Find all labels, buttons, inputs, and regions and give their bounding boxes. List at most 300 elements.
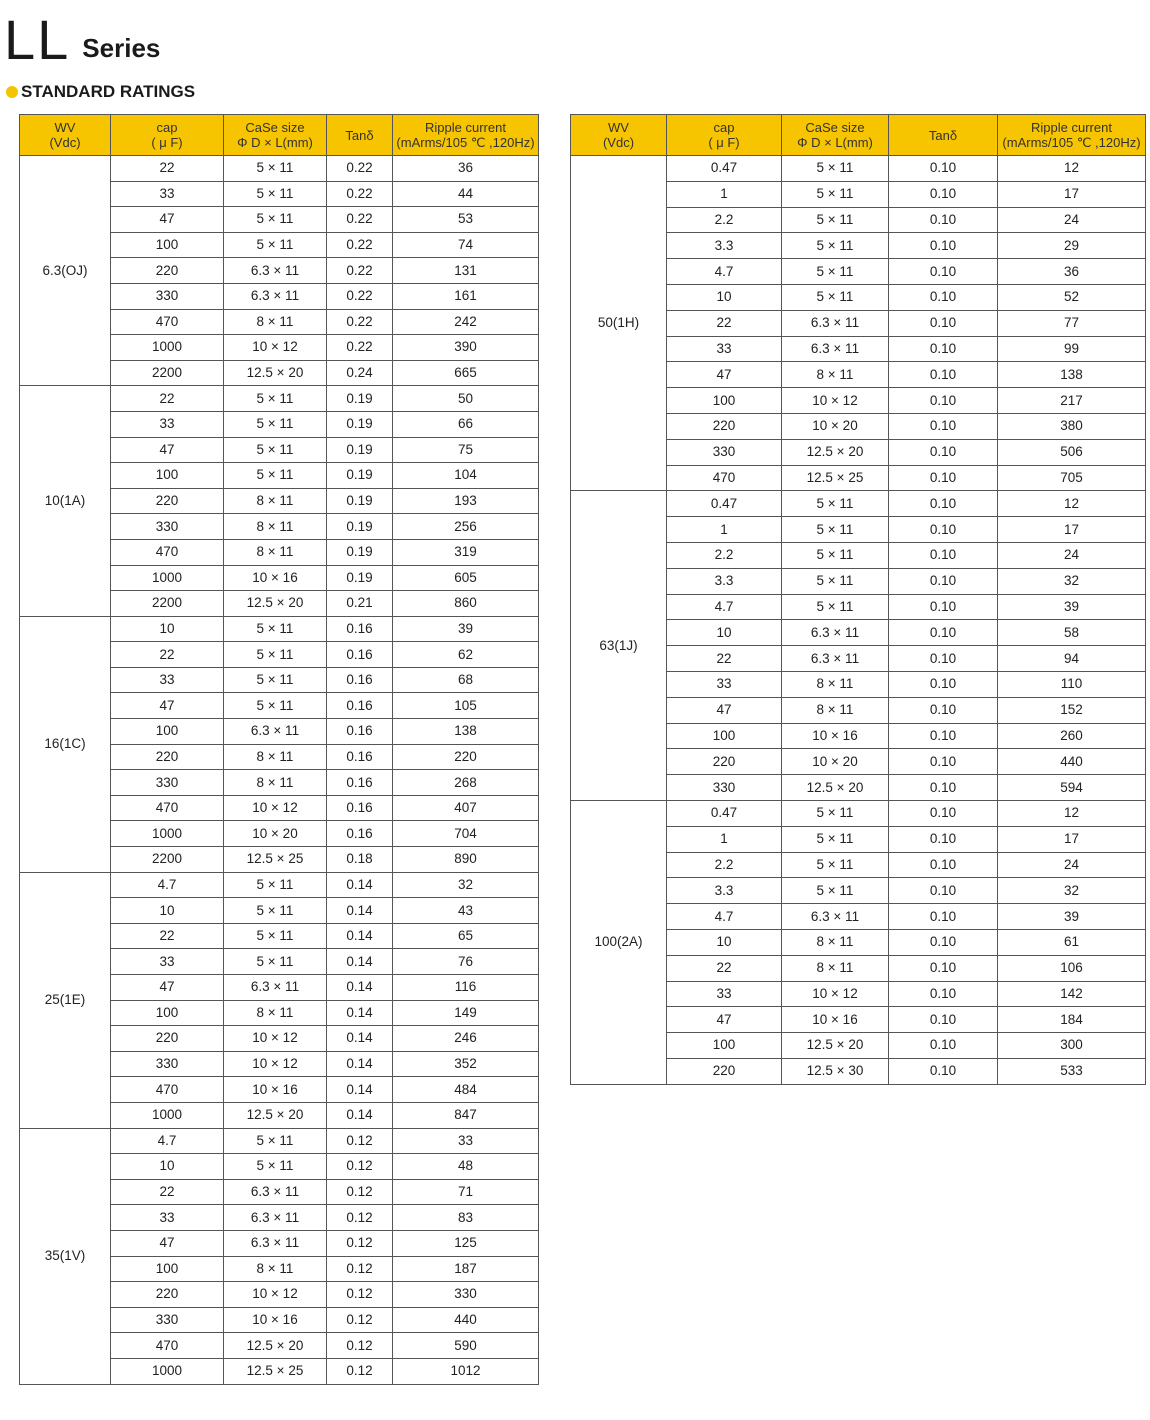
cell-tan: 0.10 (889, 826, 998, 852)
cell-ripple: 860 (393, 591, 539, 617)
cell-case-size: 10 × 12 (224, 1026, 327, 1052)
cell-wv: 25(1E) (20, 872, 111, 1128)
cell-tan: 0.22 (327, 181, 393, 207)
cell-case-size: 10 × 20 (782, 413, 889, 439)
cell-tan: 0.16 (327, 667, 393, 693)
cell-wv: 10(1A) (20, 386, 111, 616)
cell-tan: 0.21 (327, 591, 393, 617)
cell-case-size: 5 × 11 (224, 437, 327, 463)
cell-cap: 3.3 (667, 878, 782, 904)
cell-tan: 0.10 (889, 542, 998, 568)
cell-tan: 0.10 (889, 671, 998, 697)
table-row (20, 616, 539, 642)
cell-case-size: 5 × 11 (224, 386, 327, 412)
cell-cap: 330 (111, 1051, 224, 1077)
cell-ripple: 104 (393, 463, 539, 489)
cell-case-size: 12.5 × 25 (782, 465, 889, 491)
cell-cap: 100 (111, 1000, 224, 1026)
cell-case-size: 5 × 11 (224, 156, 327, 182)
cell-case-size: 12.5 × 20 (782, 439, 889, 465)
cell-case-size: 12.5 × 25 (224, 1358, 327, 1384)
cell-ripple: 352 (393, 1051, 539, 1077)
cell-case-size: 5 × 11 (782, 491, 889, 517)
cell-tan: 0.10 (889, 259, 998, 285)
cell-cap: 100 (111, 232, 224, 258)
cell-wv: 100(2A) (571, 800, 667, 1084)
cell-case-size: 5 × 11 (782, 594, 889, 620)
cell-cap: 1000 (111, 565, 224, 591)
cell-cap: 10 (111, 1154, 224, 1180)
table-row (571, 800, 1146, 826)
cell-tan: 0.10 (889, 568, 998, 594)
cell-tan: 0.14 (327, 1026, 393, 1052)
cell-case-size: 10 × 16 (224, 1077, 327, 1103)
cell-ripple: 48 (393, 1154, 539, 1180)
cell-ripple: 12 (998, 800, 1146, 826)
cell-tan: 0.10 (889, 852, 998, 878)
cell-tan: 0.16 (327, 719, 393, 745)
cell-cap: 330 (667, 439, 782, 465)
cell-cap: 220 (111, 1282, 224, 1308)
cell-tan: 0.16 (327, 744, 393, 770)
cell-cap: 22 (667, 310, 782, 336)
cell-case-size: 10 × 20 (224, 821, 327, 847)
cell-ripple: 32 (393, 872, 539, 898)
cell-ripple: 193 (393, 488, 539, 514)
cell-cap: 4.7 (667, 259, 782, 285)
cell-ripple: 110 (998, 671, 1146, 697)
cell-case-size: 10 × 12 (224, 795, 327, 821)
col-header-tan: Tanδ (327, 115, 393, 156)
cell-tan: 0.14 (327, 1000, 393, 1026)
cell-case-size: 5 × 11 (782, 878, 889, 904)
cell-cap: 470 (111, 795, 224, 821)
cell-case-size: 10 × 16 (782, 723, 889, 749)
cell-case-size: 5 × 11 (782, 259, 889, 285)
cell-tan: 0.14 (327, 1102, 393, 1128)
cell-case-size: 5 × 11 (224, 411, 327, 437)
cell-ripple: 77 (998, 310, 1146, 336)
cell-ripple: 260 (998, 723, 1146, 749)
col-header-wv: WV (Vdc) (571, 115, 667, 156)
cell-ripple: 300 (998, 1033, 1146, 1059)
cell-ripple: 24 (998, 542, 1146, 568)
cell-tan: 0.10 (889, 723, 998, 749)
cell-tan: 0.10 (889, 646, 998, 672)
cell-ripple: 847 (393, 1102, 539, 1128)
cell-tan: 0.12 (327, 1282, 393, 1308)
cell-tan: 0.19 (327, 514, 393, 540)
cell-cap: 1000 (111, 1358, 224, 1384)
cell-tan: 0.10 (889, 775, 998, 801)
cell-tan: 0.22 (327, 309, 393, 335)
cell-cap: 47 (111, 975, 224, 1001)
cell-cap: 33 (111, 949, 224, 975)
cell-tan: 0.18 (327, 847, 393, 873)
cell-case-size: 10 × 12 (224, 1051, 327, 1077)
cell-ripple: 36 (998, 259, 1146, 285)
cell-cap: 1000 (111, 1102, 224, 1128)
cell-cap: 47 (111, 693, 224, 719)
cell-ripple: 17 (998, 517, 1146, 543)
cell-ripple: 407 (393, 795, 539, 821)
cell-ripple: 53 (393, 207, 539, 233)
cell-wv: 63(1J) (571, 491, 667, 801)
cell-case-size: 6.3 × 11 (224, 1179, 327, 1205)
cell-tan: 0.12 (327, 1128, 393, 1154)
cell-tan: 0.16 (327, 616, 393, 642)
cell-case-size: 6.3 × 11 (782, 336, 889, 362)
cell-case-size: 8 × 11 (224, 488, 327, 514)
cell-ripple: 32 (998, 878, 1146, 904)
cell-tan: 0.10 (889, 284, 998, 310)
cell-tan: 0.10 (889, 310, 998, 336)
cell-tan: 0.10 (889, 207, 998, 233)
cell-case-size: 12.5 × 30 (782, 1058, 889, 1084)
bullet-dot-icon (6, 86, 18, 98)
section-title: STANDARD RATINGS (21, 82, 196, 101)
cell-case-size: 5 × 11 (782, 852, 889, 878)
col-header-ripple: Ripple current (mArms/105 ℃ ,120Hz) (393, 115, 539, 156)
cell-ripple: 33 (393, 1128, 539, 1154)
cell-tan: 0.10 (889, 1058, 998, 1084)
cell-cap: 4.7 (667, 594, 782, 620)
cell-tan: 0.12 (327, 1230, 393, 1256)
cell-ripple: 890 (393, 847, 539, 873)
cell-case-size: 8 × 11 (224, 514, 327, 540)
cell-tan: 0.22 (327, 207, 393, 233)
cell-cap: 1 (667, 826, 782, 852)
cell-case-size: 5 × 11 (224, 923, 327, 949)
cell-tan: 0.10 (889, 517, 998, 543)
cell-tan: 0.12 (327, 1333, 393, 1359)
cell-ripple: 440 (393, 1307, 539, 1333)
cell-cap: 10 (667, 284, 782, 310)
cell-ripple: 125 (393, 1230, 539, 1256)
cell-case-size: 12.5 × 20 (782, 775, 889, 801)
cell-cap: 33 (111, 667, 224, 693)
cell-cap: 1 (667, 181, 782, 207)
cell-tan: 0.10 (889, 697, 998, 723)
table-body-right (571, 156, 1146, 1085)
cell-ripple: 187 (393, 1256, 539, 1282)
col-header-cap: cap ( μ F) (111, 115, 224, 156)
cell-ripple: 99 (998, 336, 1146, 362)
cell-cap: 220 (667, 1058, 782, 1084)
cell-case-size: 12.5 × 20 (224, 591, 327, 617)
cell-tan: 0.10 (889, 439, 998, 465)
cell-cap: 100 (111, 1256, 224, 1282)
cell-ripple: 330 (393, 1282, 539, 1308)
cell-case-size: 5 × 11 (224, 1128, 327, 1154)
cell-tan: 0.14 (327, 1077, 393, 1103)
cell-tan: 0.16 (327, 642, 393, 668)
cell-cap: 2200 (111, 591, 224, 617)
cell-tan: 0.10 (889, 413, 998, 439)
cell-tan: 0.19 (327, 539, 393, 565)
cell-case-size: 10 × 12 (224, 335, 327, 361)
cell-case-size: 5 × 11 (224, 232, 327, 258)
cell-ripple: 256 (393, 514, 539, 540)
cell-ripple: 161 (393, 283, 539, 309)
cell-cap: 0.47 (667, 491, 782, 517)
cell-tan: 0.10 (889, 800, 998, 826)
cell-tan: 0.10 (889, 929, 998, 955)
cell-cap: 10 (111, 616, 224, 642)
cell-case-size: 5 × 11 (224, 181, 327, 207)
cell-cap: 4.7 (111, 872, 224, 898)
cell-tan: 0.19 (327, 411, 393, 437)
cell-tan: 0.22 (327, 258, 393, 284)
cell-cap: 22 (667, 955, 782, 981)
cell-tan: 0.19 (327, 463, 393, 489)
cell-cap: 330 (111, 283, 224, 309)
cell-case-size: 5 × 11 (782, 207, 889, 233)
cell-cap: 22 (111, 642, 224, 668)
cell-cap: 0.47 (667, 800, 782, 826)
cell-case-size: 6.3 × 11 (782, 904, 889, 930)
cell-cap: 33 (111, 181, 224, 207)
cell-cap: 22 (111, 386, 224, 412)
cell-cap: 33 (111, 1205, 224, 1231)
cell-cap: 220 (111, 258, 224, 284)
cell-case-size: 5 × 11 (224, 642, 327, 668)
cell-ripple: 217 (998, 388, 1146, 414)
cell-case-size: 10 × 16 (224, 565, 327, 591)
cell-ripple: 242 (393, 309, 539, 335)
cell-case-size: 12.5 × 20 (224, 1333, 327, 1359)
cell-tan: 0.10 (889, 878, 998, 904)
cell-cap: 100 (667, 1033, 782, 1059)
cell-ripple: 220 (393, 744, 539, 770)
cell-tan: 0.10 (889, 491, 998, 517)
cell-cap: 22 (667, 646, 782, 672)
cell-case-size: 6.3 × 11 (224, 258, 327, 284)
cell-tan: 0.12 (327, 1256, 393, 1282)
cell-tan: 0.22 (327, 232, 393, 258)
cell-case-size: 10 × 12 (782, 981, 889, 1007)
table-body-left (20, 156, 539, 1385)
cell-cap: 220 (667, 413, 782, 439)
cell-tan: 0.10 (889, 156, 998, 182)
cell-case-size: 10 × 16 (224, 1307, 327, 1333)
ratings-table-left (19, 114, 539, 1385)
cell-tan: 0.24 (327, 360, 393, 386)
cell-case-size: 8 × 11 (224, 770, 327, 796)
table-row (20, 386, 539, 412)
cell-ripple: 39 (393, 616, 539, 642)
cell-tan: 0.10 (889, 955, 998, 981)
cell-case-size: 5 × 11 (782, 517, 889, 543)
cell-ripple: 116 (393, 975, 539, 1001)
cell-ripple: 32 (998, 568, 1146, 594)
cell-cap: 470 (111, 1077, 224, 1103)
cell-ripple: 1012 (393, 1358, 539, 1384)
col-header-cap: cap ( μ F) (667, 115, 782, 156)
cell-tan: 0.16 (327, 770, 393, 796)
cell-ripple: 105 (393, 693, 539, 719)
cell-case-size: 5 × 11 (782, 284, 889, 310)
cell-ripple: 74 (393, 232, 539, 258)
cell-ripple: 43 (393, 898, 539, 924)
cell-tan: 0.22 (327, 335, 393, 361)
cell-ripple: 184 (998, 1007, 1146, 1033)
cell-ripple: 246 (393, 1026, 539, 1052)
cell-cap: 470 (111, 309, 224, 335)
cell-tan: 0.10 (889, 594, 998, 620)
cell-tan: 0.16 (327, 693, 393, 719)
section-heading (6, 82, 195, 102)
cell-cap: 10 (667, 929, 782, 955)
cell-case-size: 8 × 11 (782, 697, 889, 723)
cell-ripple: 152 (998, 697, 1146, 723)
cell-ripple: 17 (998, 181, 1146, 207)
cell-ripple: 68 (393, 667, 539, 693)
cell-tan: 0.10 (889, 362, 998, 388)
header-row (20, 115, 539, 156)
cell-wv: 16(1C) (20, 616, 111, 872)
cell-cap: 100 (667, 388, 782, 414)
cell-ripple: 52 (998, 284, 1146, 310)
cell-cap: 330 (111, 514, 224, 540)
cell-cap: 47 (111, 1230, 224, 1256)
cell-ripple: 36 (393, 156, 539, 182)
cell-tan: 0.14 (327, 898, 393, 924)
cell-case-size: 5 × 11 (782, 542, 889, 568)
cell-tan: 0.10 (889, 465, 998, 491)
cell-ripple: 24 (998, 207, 1146, 233)
series-title (4, 8, 161, 71)
col-header-tan: Tanδ (889, 115, 998, 156)
cell-cap: 47 (111, 437, 224, 463)
cell-case-size: 5 × 11 (782, 826, 889, 852)
cell-cap: 2.2 (667, 852, 782, 878)
cell-ripple: 605 (393, 565, 539, 591)
table-row (20, 156, 539, 182)
cell-case-size: 8 × 11 (224, 539, 327, 565)
cell-cap: 220 (667, 749, 782, 775)
cell-ripple: 71 (393, 1179, 539, 1205)
cell-case-size: 12.5 × 25 (224, 847, 327, 873)
cell-cap: 100 (111, 719, 224, 745)
cell-cap: 33 (667, 336, 782, 362)
cell-cap: 1 (667, 517, 782, 543)
cell-tan: 0.16 (327, 795, 393, 821)
cell-ripple: 138 (393, 719, 539, 745)
cell-cap: 2200 (111, 847, 224, 873)
cell-cap: 1000 (111, 335, 224, 361)
cell-cap: 4.7 (111, 1128, 224, 1154)
cell-case-size: 8 × 11 (224, 1000, 327, 1026)
cell-cap: 22 (111, 1179, 224, 1205)
cell-tan: 0.10 (889, 388, 998, 414)
cell-cap: 2.2 (667, 542, 782, 568)
cell-case-size: 8 × 11 (782, 955, 889, 981)
cell-case-size: 5 × 11 (224, 463, 327, 489)
cell-cap: 10 (111, 898, 224, 924)
cell-tan: 0.10 (889, 981, 998, 1007)
table-row (571, 491, 1146, 517)
table-row (20, 872, 539, 898)
cell-ripple: 665 (393, 360, 539, 386)
cell-case-size: 6.3 × 11 (782, 620, 889, 646)
cell-ripple: 390 (393, 335, 539, 361)
cell-case-size: 5 × 11 (782, 181, 889, 207)
cell-cap: 330 (111, 770, 224, 796)
cell-ripple: 319 (393, 539, 539, 565)
header-row (571, 115, 1146, 156)
cell-tan: 0.14 (327, 872, 393, 898)
cell-tan: 0.19 (327, 437, 393, 463)
cell-ripple: 39 (998, 594, 1146, 620)
cell-case-size: 10 × 12 (782, 388, 889, 414)
cell-tan: 0.16 (327, 821, 393, 847)
cell-case-size: 8 × 11 (782, 929, 889, 955)
cell-tan: 0.19 (327, 565, 393, 591)
cell-ripple: 17 (998, 826, 1146, 852)
cell-case-size: 6.3 × 11 (224, 283, 327, 309)
cell-ripple: 12 (998, 156, 1146, 182)
cell-cap: 2.2 (667, 207, 782, 233)
cell-ripple: 44 (393, 181, 539, 207)
cell-case-size: 5 × 11 (224, 693, 327, 719)
cell-cap: 470 (667, 465, 782, 491)
cell-tan: 0.10 (889, 233, 998, 259)
cell-tan: 0.22 (327, 283, 393, 309)
cell-case-size: 10 × 16 (782, 1007, 889, 1033)
cell-ripple: 75 (393, 437, 539, 463)
cell-case-size: 5 × 11 (224, 898, 327, 924)
cell-cap: 22 (111, 156, 224, 182)
cell-cap: 0.47 (667, 156, 782, 182)
cell-ripple: 66 (393, 411, 539, 437)
cell-case-size: 5 × 11 (224, 949, 327, 975)
cell-cap: 47 (667, 1007, 782, 1033)
cell-tan: 0.12 (327, 1154, 393, 1180)
cell-wv: 35(1V) (20, 1128, 111, 1384)
col-header-ripple: Ripple current (mArms/105 ℃ ,120Hz) (998, 115, 1146, 156)
cell-case-size: 6.3 × 11 (782, 646, 889, 672)
cell-case-size: 5 × 11 (224, 872, 327, 898)
cell-tan: 0.12 (327, 1179, 393, 1205)
cell-cap: 47 (111, 207, 224, 233)
cell-ripple: 76 (393, 949, 539, 975)
cell-case-size: 6.3 × 11 (224, 1205, 327, 1231)
cell-ripple: 131 (393, 258, 539, 284)
cell-case-size: 12.5 × 20 (224, 1102, 327, 1128)
cell-cap: 330 (111, 1307, 224, 1333)
cell-ripple: 506 (998, 439, 1146, 465)
cell-tan: 0.10 (889, 1033, 998, 1059)
col-header-case: CaSe size Φ D × L(mm) (782, 115, 889, 156)
cell-cap: 1000 (111, 821, 224, 847)
cell-case-size: 6.3 × 11 (224, 719, 327, 745)
cell-tan: 0.12 (327, 1358, 393, 1384)
cell-ripple: 83 (393, 1205, 539, 1231)
cell-case-size: 10 × 20 (782, 749, 889, 775)
cell-cap: 220 (111, 488, 224, 514)
cell-cap: 100 (667, 723, 782, 749)
cell-case-size: 5 × 11 (224, 1154, 327, 1180)
cell-tan: 0.19 (327, 386, 393, 412)
cell-ripple: 24 (998, 852, 1146, 878)
cell-ripple: 61 (998, 929, 1146, 955)
cell-cap: 2200 (111, 360, 224, 386)
col-header-case: CaSe size Φ D × L(mm) (224, 115, 327, 156)
cell-ripple: 142 (998, 981, 1146, 1007)
cell-tan: 0.10 (889, 904, 998, 930)
cell-cap: 47 (667, 362, 782, 388)
